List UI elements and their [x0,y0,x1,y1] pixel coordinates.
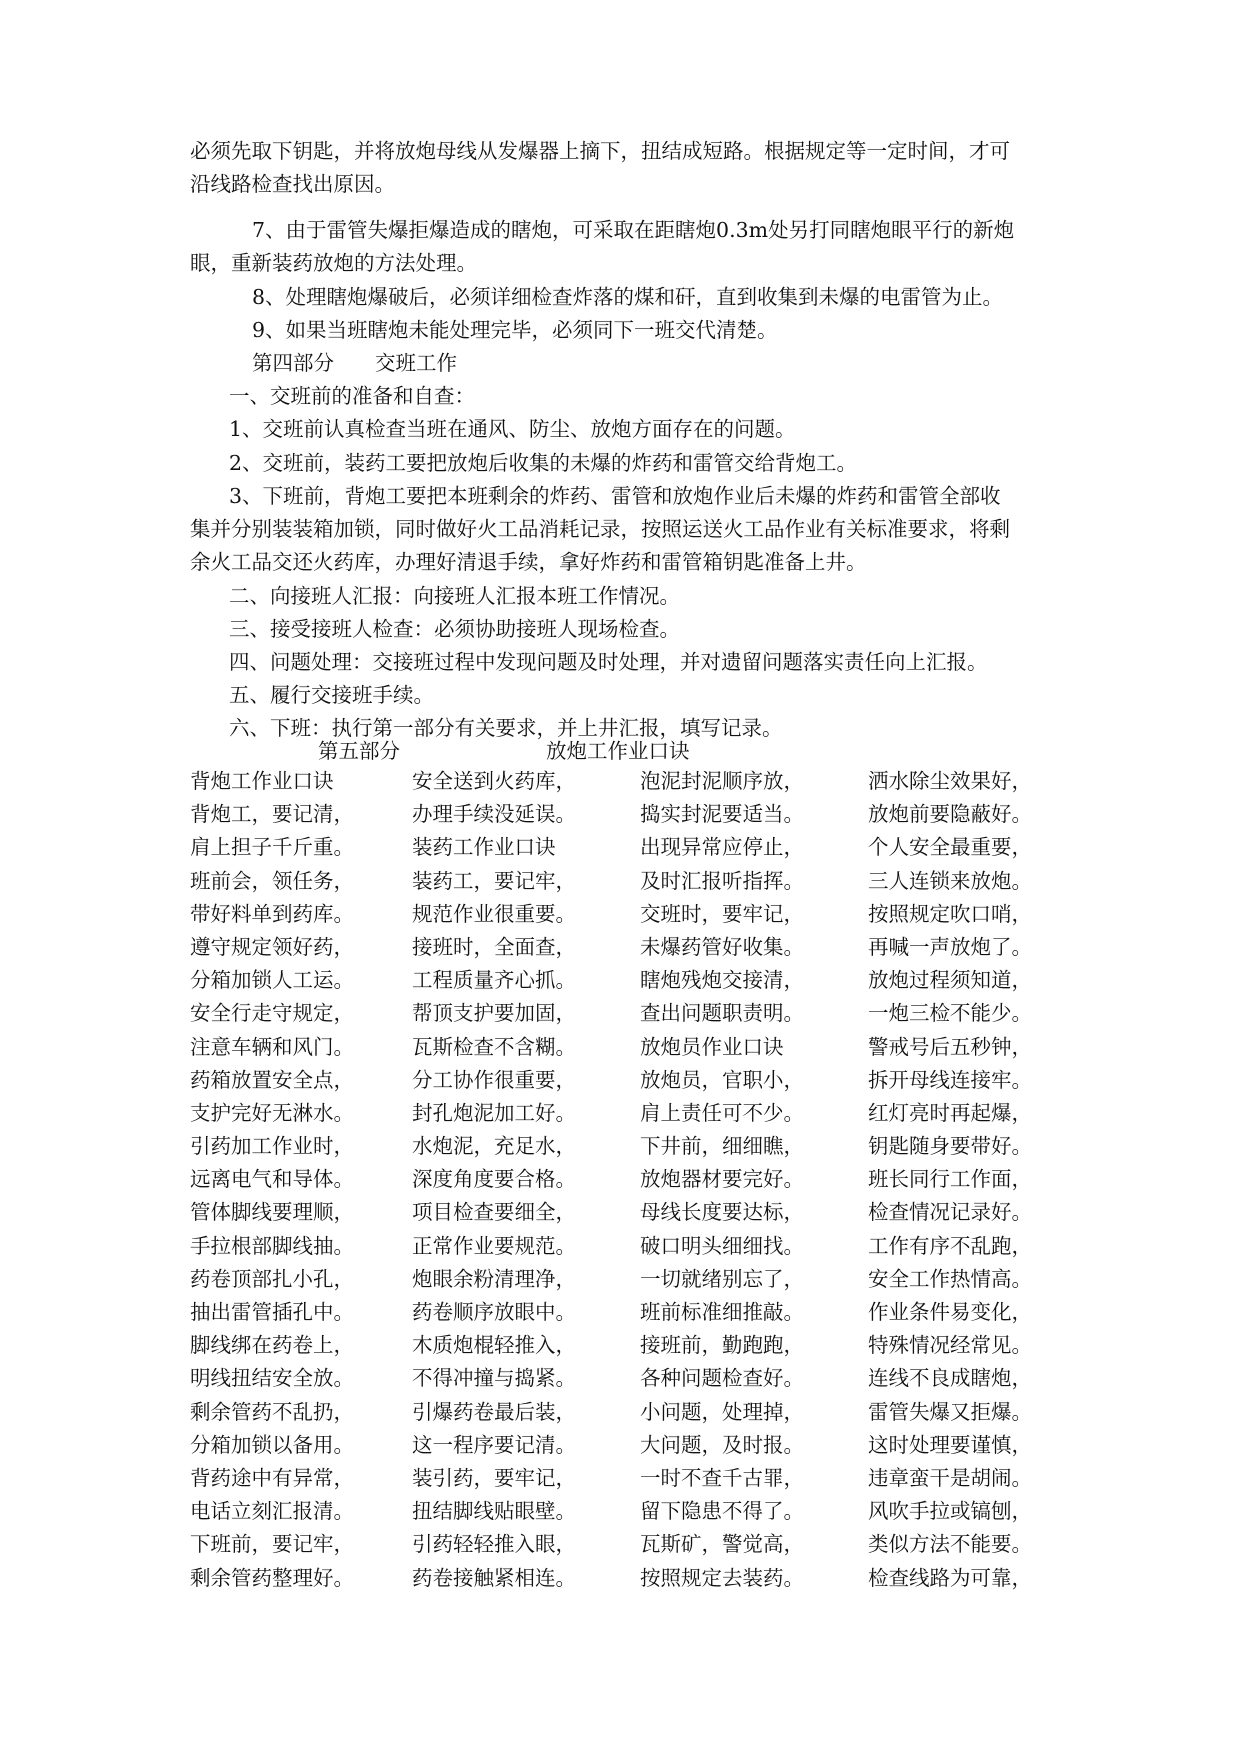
verse-line: 一切就绪别忘了， [640,1266,804,1291]
verse-line: 各种问题检查好。 [640,1366,804,1391]
verse-row [190,998,1090,1031]
verse-line: 深度角度要合格。 [412,1167,576,1192]
verse-row [190,766,1090,799]
verse-line: 背炮工作业口诀 [190,769,334,793]
verse-line: 剩余管药不乱扔， [190,1399,354,1424]
verse-line: 肩上责任可不少。 [640,1100,804,1125]
paragraph: 四、问题处理：交接班过程中发现问题及时处理，并对遗留问题落实责任向上汇报。 [229,650,988,674]
verse-table [190,766,1090,1596]
verse-line: 留下隐患不得了。 [640,1499,804,1524]
verse-line: 药箱放置安全点， [190,1067,354,1092]
verse-line: 脚线绑在药卷上， [190,1333,354,1358]
verse-row [190,965,1090,998]
verse-line: 捣实封泥要适当。 [640,802,804,827]
verse-line: 安全工作热情高。 [868,1266,1032,1291]
verse-line: 背炮工，要记清， [190,802,354,827]
verse-row [190,1032,1090,1065]
verse-line: 安全送到火药库， [412,769,576,793]
verse-line: 木质炮棍轻推入， [412,1333,576,1358]
verse-line: 雷管失爆又拒爆。 [868,1399,1032,1424]
verse-line: 放炮过程须知道， [868,968,1032,993]
verse-line: 背药途中有异常， [190,1465,354,1490]
paragraph: 2、交班前，装药工要把放炮后收集的未爆的炸药和雷管交给背炮工。 [229,451,858,475]
verse-line: 电话立刻汇报清。 [190,1499,354,1524]
verse-line: 及时汇报听指挥。 [640,868,804,893]
verse-line: 项目检查要细全， [412,1200,576,1225]
verse-line: 工作有序不乱跑， [868,1233,1032,1258]
verse-line: 破口明头细细找。 [640,1233,804,1258]
verse-line: 特殊情况经常见。 [868,1333,1032,1358]
verse-row [190,1397,1090,1430]
verse-row [190,832,1090,865]
paragraph: 二、向接班人汇报：向接班人汇报本班工作情况。 [229,584,680,608]
verse-line: 手拉根部脚线抽。 [190,1233,354,1258]
paragraph: 必须先取下钥匙，并将放炮母线从发爆器上摘下，扭结成短路。根据规定等一定时间，才可 [190,139,1010,163]
verse-line: 按照规定去装药。 [640,1565,804,1590]
verse-line: 炮眼余粉清理净， [412,1266,576,1291]
verse-row [190,932,1090,965]
verse-line: 风吹手拉或镐刨， [868,1499,1032,1524]
verse-line: 泡泥封泥顺序放， [640,769,804,793]
verse-row [190,1463,1090,1496]
paragraph: 1、交班前认真检查当班在通风、防尘、放炮方面存在的问题。 [229,417,796,441]
verse-line: 药卷顶部扎小孔， [190,1266,354,1291]
paragraph: 9、如果当班瞎炮未能处理完毕，必须同下一班交代清楚。 [252,318,778,342]
verse-line: 分工协作很重要， [412,1067,576,1092]
verse-line: 引药轻轻推入眼， [412,1532,576,1557]
verse-line: 安全行走守规定， [190,1001,354,1026]
verse-line: 放炮前要隐蔽好。 [868,802,1032,827]
paragraph: 3、下班前，背炮工要把本班剩余的炸药、雷管和放炮作业后未爆的炸药和雷管全部收 [229,484,1001,508]
verse-line: 支护完好无淋水。 [190,1100,354,1125]
verse-row [190,1563,1090,1596]
verse-line: 小问题，处理掉， [640,1399,804,1424]
verse-row [190,1297,1090,1330]
verse-line: 远离电气和导体。 [190,1167,354,1192]
verse-line: 违章蛮干是胡闹。 [868,1465,1032,1490]
verse-line: 放炮器材要完好。 [640,1167,804,1192]
verse-row [190,1363,1090,1396]
verse-line: 瓦斯矿，警觉高， [640,1532,804,1557]
verse-line: 带好料单到药库。 [190,901,354,926]
verse-line: 检查情况记录好。 [868,1200,1032,1225]
verse-line: 洒水除尘效果好， [868,769,1032,793]
verse-line: 交班时，要牢记， [640,901,804,926]
verse-line: 钥匙随身要带好。 [868,1134,1032,1159]
verse-row [190,1131,1090,1164]
section-five-title: 放炮工作业口诀 [546,739,690,763]
verse-line: 明线扭结安全放。 [190,1366,354,1391]
verse-row [190,1065,1090,1098]
verse-line: 引药加工作业时， [190,1134,354,1159]
verse-line: 遵守规定领好药， [190,934,354,959]
verse-row [190,866,1090,899]
verse-line: 装药工作业口诀 [412,835,556,860]
paragraph: 8、处理瞎炮爆破后，必须详细检查炸落的煤和矸，直到收集到未爆的电雷管为止。 [252,285,1004,309]
verse-line: 出现异常应停止， [640,835,804,860]
verse-row [190,1098,1090,1131]
paragraph: 一、交班前的准备和自查： [229,384,475,408]
verse-row [190,1197,1090,1230]
paragraph: 眼，重新装药放炮的方法处理。 [190,251,477,275]
verse-line: 抽出雷管插孔中。 [190,1300,354,1324]
paragraph: 7、由于雷管失爆拒爆造成的瞎炮，可采取在距瞎炮0.3m处另打同瞎炮眼平行的新炮 [252,218,1015,242]
verse-line: 红灯亮时再起爆， [868,1100,1032,1125]
verse-line: 作业条件易变化， [868,1300,1032,1324]
verse-line: 接班时，全面查， [412,934,576,959]
section-heading: 第四部分 交班工作 [252,351,457,375]
verse-line: 一炮三检不能少。 [868,1001,1032,1026]
verse-line: 未爆药管好收集。 [640,934,804,959]
verse-line: 再喊一声放炮了。 [868,934,1032,959]
paragraph: 六、下班：执行第一部分有关要求，并上井汇报，填写记录。 [229,716,783,740]
verse-line: 母线长度要达标， [640,1200,804,1225]
verse-row [190,1330,1090,1363]
verse-line: 肩上担子千斤重。 [190,835,354,860]
verse-line: 放炮员作业口诀 [640,1034,784,1059]
verse-line: 这时处理要谨慎， [868,1432,1032,1457]
verse-line: 装药工，要记牢， [412,868,576,893]
verse-line: 注意车辆和风门。 [190,1034,354,1059]
verse-row [190,1496,1090,1529]
verse-line: 查出问题职责明。 [640,1001,804,1026]
verse-line: 大问题，及时报。 [640,1432,804,1457]
verse-line: 放炮员，官职小， [640,1067,804,1092]
verse-line: 瞎炮残炮交接清， [640,968,804,993]
verse-line: 检查线路为可靠， [868,1565,1032,1590]
verse-line: 管体脚线要理顺， [190,1200,354,1225]
verse-line: 办理手续没延误。 [412,802,576,827]
verse-line: 分箱加锁人工运。 [190,968,354,993]
section-five-part: 第五部分 [318,739,400,763]
paragraph: 三、接受接班人检查：必须协助接班人现场检查。 [229,617,680,641]
verse-line: 三人连锁来放炮。 [868,868,1032,893]
verse-line: 工程质量齐心抓。 [412,968,576,993]
verse-line: 扭结脚线贴眼壁。 [412,1499,576,1524]
verse-line: 按照规定吹口哨， [868,901,1032,926]
verse-line: 规范作业很重要。 [412,901,576,926]
verse-line: 拆开母线连接牢。 [868,1067,1032,1092]
verse-line: 下井前，细细瞧， [640,1134,804,1159]
verse-line: 连线不良成瞎炮， [868,1366,1032,1391]
verse-line: 个人安全最重要， [868,835,1032,860]
verse-line: 班长同行工作面， [868,1167,1032,1192]
verse-line: 类似方法不能要。 [868,1532,1032,1557]
verse-row [190,799,1090,832]
paragraph: 余火工品交还火药库，办理好清退手续，拿好炸药和雷管箱钥匙准备上井。 [190,550,867,574]
verse-row [190,1430,1090,1463]
verse-line: 药卷顺序放眼中。 [412,1300,576,1324]
verse-line: 水炮泥，充足水， [412,1134,576,1159]
verse-row [190,1529,1090,1562]
verse-line: 这一程序要记清。 [412,1432,576,1457]
verse-line: 正常作业要规范。 [412,1233,576,1258]
verse-line: 班前会，领任务， [190,868,354,893]
verse-line: 接班前，勤跑跑， [640,1333,804,1358]
verse-line: 不得冲撞与捣紧。 [412,1366,576,1391]
verse-line: 引爆药卷最后装， [412,1399,576,1424]
verse-row [190,1264,1090,1297]
paragraph: 五、履行交接班手续。 [229,683,434,707]
verse-line: 剩余管药整理好。 [190,1565,354,1590]
verse-line: 药卷接触紧相连。 [412,1565,576,1590]
verse-line: 瓦斯检查不含糊。 [412,1034,576,1059]
verse-line: 警戒号后五秒钟， [868,1034,1032,1059]
verse-row [190,1164,1090,1197]
paragraph: 集并分别装装箱加锁，同时做好火工品消耗记录，按照运送火工品作业有关标准要求，将剩 [190,517,1010,541]
verse-line: 封孔炮泥加工好。 [412,1100,576,1125]
verse-line: 分箱加锁以备用。 [190,1432,354,1457]
verse-row [190,1231,1090,1264]
paragraph: 沿线路检查找出原因。 [190,172,395,196]
verse-line: 下班前，要记牢， [190,1532,354,1557]
verse-row [190,899,1090,932]
verse-line: 帮顶支护要加固， [412,1001,576,1026]
verse-line: 一时不查千古罪， [640,1465,804,1490]
verse-line: 装引药，要牢记， [412,1465,576,1490]
verse-line: 班前标准细推敲。 [640,1300,804,1324]
